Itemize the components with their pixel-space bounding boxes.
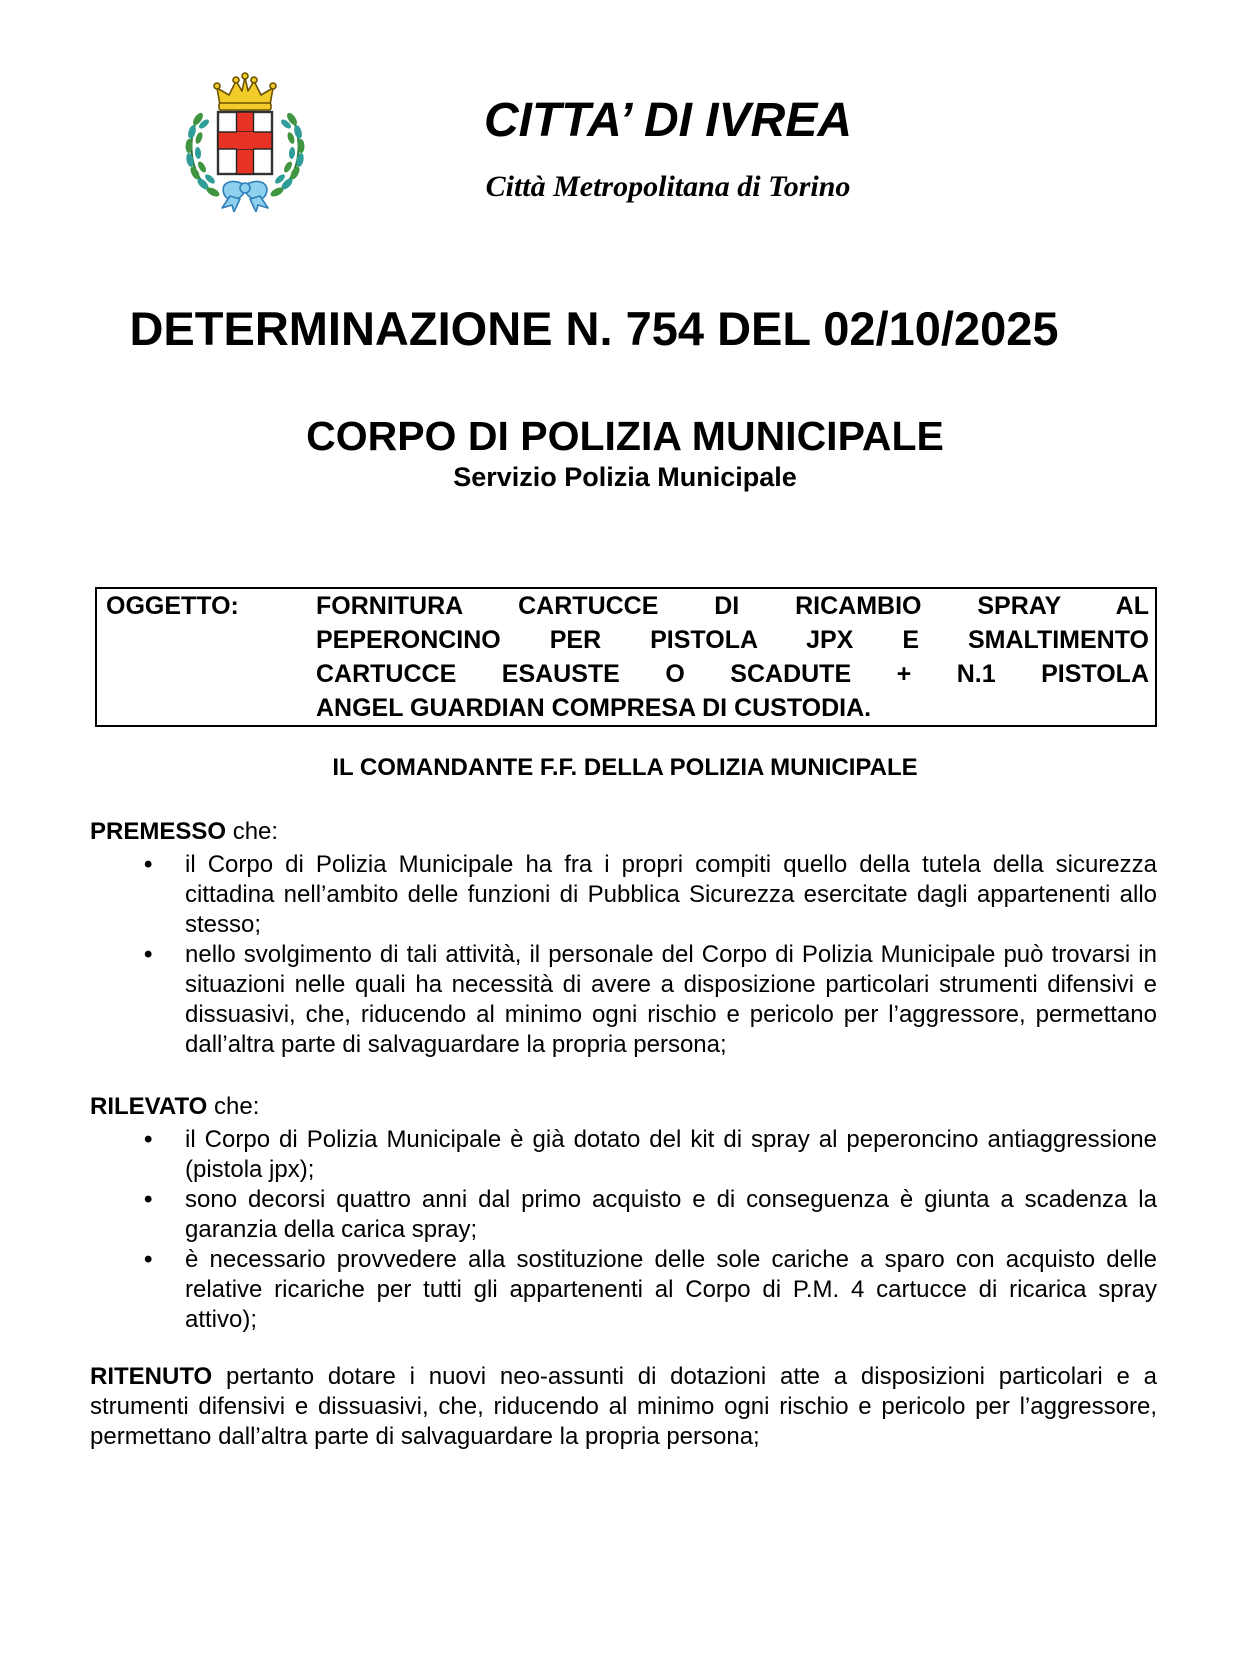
department-name: CORPO DI POLIZIA MUNICIPALE — [306, 413, 944, 459]
section-lead-word: PREMESSO — [90, 818, 227, 845]
bullet-list — [90, 850, 1157, 1060]
document-body — [90, 817, 1157, 1452]
subject-line: ANGEL GUARDIAN COMPRESA DI CUSTODIA. — [316, 694, 872, 722]
subject-box — [95, 587, 1157, 727]
section-intro-text: che: — [232, 818, 279, 845]
subject-line: PEPERONCINO PER PISTOLA JPX E SMALTIMENTO — [316, 626, 1149, 654]
subject-label: OGGETTO: — [106, 592, 239, 620]
section-heading — [90, 817, 1157, 847]
bullet-item: • il Corpo di Polizia Municipale ha fra i propri compiti quello della tutela della sicurezza cittadina nell’ambito delle funzioni di Pubblica Sicurezza esercitate dagli appartenenti allo stesso; — [90, 850, 1157, 940]
document-section — [90, 1362, 1157, 1452]
bullet-item: • sono decorsi quattro anni dal primo acquisto e di conseguenza è giunta a scadenza la garanzia della carica spray; — [90, 1185, 1157, 1245]
bullet-item: • è necessario provvedere alla sostituzione delle sole cariche a sparo con acquisto delle relative ricariche per tutti gli appartenenti al Corpo di P.M. 4 cartucce di ricarica spray attivo); — [90, 1245, 1157, 1335]
section-intro-text: che: — [214, 1093, 260, 1120]
department-block — [90, 412, 1160, 494]
document-section — [90, 817, 1157, 1060]
subject-line: FORNITURA CARTUCCE DI RICAMBIO SPRAY AL — [316, 592, 1149, 620]
section-heading — [90, 1092, 1157, 1122]
bullet-item: • nello svolgimento di tali attività, il personale del Corpo di Polizia Municipale può trovarsi in situazioni nelle quali ha necessità di avere a disposizione particolari strumenti difensivi e dissuasivi, che, riducendo al minimo ogni rischio e pericolo per l’aggressore, permettano dall’altra parte di salvaguardare la propria persona; — [90, 940, 1157, 1060]
subject-line: CARTUCCE ESAUSTE O SCADUTE + N.1 PISTOLA — [316, 660, 1149, 688]
section-lead-word: RITENUTO — [90, 1363, 213, 1390]
bullet-item: • il Corpo di Polizia Municipale è già dotato del kit di spray al peperoncino antiaggressione (pistola jpx); — [90, 1125, 1157, 1185]
authority-heading: IL COMANDANTE F.F. DELLA POLIZIA MUNICIPALE — [332, 754, 918, 781]
section-intro-text: pertanto dotare i nuovi neo-assunti di dotazioni atte a disposizioni particolari e a strumenti difensivi e dissuasivi, che, riducendo al minimo ogni rischio e pericolo per l’aggressore, permettano dall’altra parte di salvaguardare la propria persona; — [90, 1363, 1157, 1450]
metropolitan-subtitle: Città Metropolitana di Torino — [485, 170, 851, 203]
service-name: Servizio Polizia Municipale — [453, 462, 797, 492]
subject-text — [316, 589, 1149, 725]
city-title: CITTA’ DI IVREA — [483, 94, 852, 147]
section-heading — [90, 1362, 1157, 1452]
document-section — [90, 1092, 1157, 1335]
section-lead-word: RILEVATO — [90, 1093, 208, 1120]
determination-title: DETERMINAZIONE N. 754 DEL 02/10/2025 — [129, 302, 1059, 355]
bullet-list — [90, 1125, 1157, 1335]
